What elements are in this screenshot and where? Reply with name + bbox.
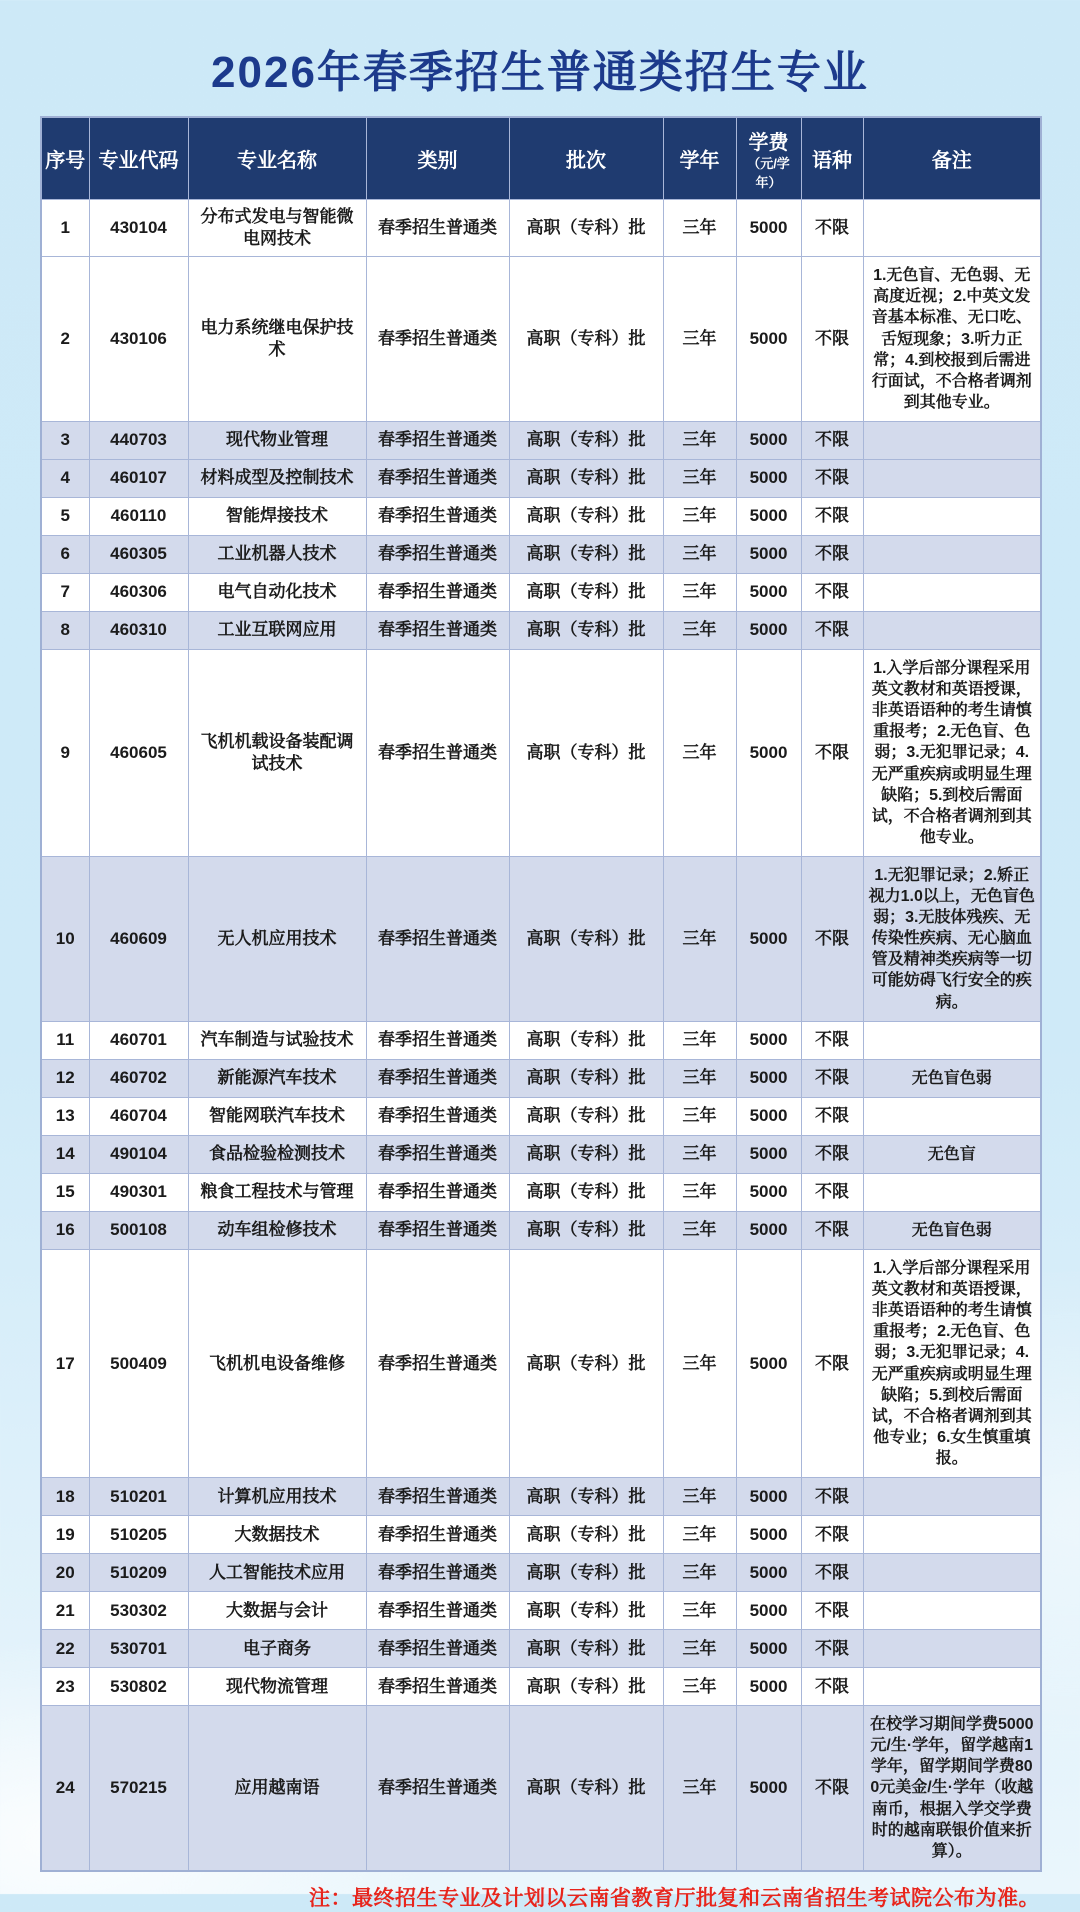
cell-remark (863, 535, 1041, 573)
cell-language: 不限 (801, 459, 863, 497)
cell-tuition: 5000 (736, 1250, 801, 1478)
cell-category: 春季招生普通类 (366, 200, 509, 257)
cell-no: 13 (41, 1097, 89, 1135)
cell-major-name: 电子商务 (188, 1630, 366, 1668)
cell-major-name: 智能焊接技术 (188, 497, 366, 535)
cell-major-name: 食品检验检测技术 (188, 1135, 366, 1173)
cell-category: 春季招生普通类 (366, 535, 509, 573)
cell-batch: 高职（专科）批 (509, 1021, 663, 1059)
cell-years: 三年 (663, 856, 736, 1021)
cell-no: 17 (41, 1250, 89, 1478)
cell-category: 春季招生普通类 (366, 573, 509, 611)
cell-language: 不限 (801, 1059, 863, 1097)
cell-category: 春季招生普通类 (366, 421, 509, 459)
cell-major-code: 510205 (89, 1516, 188, 1554)
table-body (41, 200, 1041, 1871)
cell-language: 不限 (801, 1135, 863, 1173)
cell-category: 春季招生普通类 (366, 1706, 509, 1871)
cell-major-name: 智能网联汽车技术 (188, 1097, 366, 1135)
cell-remark (863, 1592, 1041, 1630)
table-row (41, 200, 1041, 257)
cell-batch: 高职（专科）批 (509, 1173, 663, 1211)
table-row (41, 649, 1041, 856)
cell-tuition: 5000 (736, 611, 801, 649)
admissions-table (40, 116, 1042, 1872)
table-row (41, 1059, 1041, 1097)
page-title: 2026年春季招生普通类招生专业 (211, 48, 869, 97)
cell-category: 春季招生普通类 (366, 649, 509, 856)
cell-no: 6 (41, 535, 89, 573)
cell-language: 不限 (801, 856, 863, 1021)
cell-years: 三年 (663, 1059, 736, 1097)
cell-tuition: 5000 (736, 1059, 801, 1097)
cell-years: 三年 (663, 649, 736, 856)
table-row (41, 535, 1041, 573)
cell-no: 15 (41, 1173, 89, 1211)
table-row (41, 421, 1041, 459)
header-cell-years: 学年 (663, 117, 736, 200)
cell-major-code: 460110 (89, 497, 188, 535)
cell-years: 三年 (663, 1173, 736, 1211)
cell-tuition: 5000 (736, 649, 801, 856)
header-cell-category: 类别 (366, 117, 509, 200)
cell-category: 春季招生普通类 (366, 1478, 509, 1516)
header-cell-remark: 备注 (863, 117, 1041, 200)
cell-category: 春季招生普通类 (366, 1516, 509, 1554)
cell-batch: 高职（专科）批 (509, 573, 663, 611)
cell-years: 三年 (663, 1478, 736, 1516)
cell-years: 三年 (663, 257, 736, 422)
cell-remark: 1.入学后部分课程采用英文教材和英语授课，非英语语种的考生请慎重报考；2.无色盲、色弱；3.无犯罪记录；4.无严重疾病或明显生理缺陷；5.到校后需面试，不合格者调剂到其他专业；6.女生慎重填报。 (863, 1250, 1041, 1478)
cell-category: 春季招生普通类 (366, 1668, 509, 1706)
table-row (41, 1668, 1041, 1706)
cell-major-code: 490104 (89, 1135, 188, 1173)
cell-tuition: 5000 (736, 1630, 801, 1668)
table-row (41, 1097, 1041, 1135)
table-row (41, 1592, 1041, 1630)
table-row (41, 1516, 1041, 1554)
cell-tuition: 5000 (736, 1135, 801, 1173)
cell-batch: 高职（专科）批 (509, 1516, 663, 1554)
cell-batch: 高职（专科）批 (509, 200, 663, 257)
cell-tuition: 5000 (736, 1516, 801, 1554)
cell-years: 三年 (663, 1211, 736, 1249)
cell-major-code: 500108 (89, 1211, 188, 1249)
cell-remark (863, 1554, 1041, 1592)
cell-remark: 无色盲 (863, 1135, 1041, 1173)
cell-major-code: 460701 (89, 1021, 188, 1059)
cell-batch: 高职（专科）批 (509, 497, 663, 535)
table-row (41, 257, 1041, 422)
cell-category: 春季招生普通类 (366, 1250, 509, 1478)
cell-language: 不限 (801, 1211, 863, 1249)
cell-tuition: 5000 (736, 1097, 801, 1135)
cell-no: 5 (41, 497, 89, 535)
cell-years: 三年 (663, 200, 736, 257)
cell-tuition: 5000 (736, 257, 801, 422)
cell-years: 三年 (663, 497, 736, 535)
cell-remark (863, 1516, 1041, 1554)
cell-remark: 无色盲色弱 (863, 1059, 1041, 1097)
cell-tuition: 5000 (736, 1554, 801, 1592)
cell-remark (863, 497, 1041, 535)
cell-major-code: 460107 (89, 459, 188, 497)
cell-batch: 高职（专科）批 (509, 1706, 663, 1871)
table-row (41, 1250, 1041, 1478)
table-row (41, 573, 1041, 611)
cell-major-code: 430104 (89, 200, 188, 257)
cell-no: 20 (41, 1554, 89, 1592)
cell-tuition: 5000 (736, 1706, 801, 1871)
cell-years: 三年 (663, 573, 736, 611)
cell-major-name: 动车组检修技术 (188, 1211, 366, 1249)
cell-tuition: 5000 (736, 1211, 801, 1249)
cell-years: 三年 (663, 459, 736, 497)
cell-remark: 无色盲色弱 (863, 1211, 1041, 1249)
cell-no: 4 (41, 459, 89, 497)
cell-major-name: 粮食工程技术与管理 (188, 1173, 366, 1211)
cell-no: 2 (41, 257, 89, 422)
cell-major-code: 530802 (89, 1668, 188, 1706)
cell-major-name: 工业机器人技术 (188, 535, 366, 573)
cell-no: 18 (41, 1478, 89, 1516)
cell-remark (863, 1630, 1041, 1668)
cell-batch: 高职（专科）批 (509, 649, 663, 856)
cell-remark (863, 1097, 1041, 1135)
cell-no: 23 (41, 1668, 89, 1706)
cell-category: 春季招生普通类 (366, 1173, 509, 1211)
cell-language: 不限 (801, 1516, 863, 1554)
cell-category: 春季招生普通类 (366, 257, 509, 422)
cell-language: 不限 (801, 611, 863, 649)
cell-remark: 1.无犯罪记录；2.矫正视力1.0以上，无色盲色弱；3.无肢体残疾、无传染性疾病、无心脑血管及精神类疾病等一切可能妨碍飞行安全的疾病。 (863, 856, 1041, 1021)
cell-years: 三年 (663, 1706, 736, 1871)
cell-category: 春季招生普通类 (366, 1021, 509, 1059)
cell-remark: 1.无色盲、无色弱、无高度近视；2.中英文发音基本标准、无口吃、舌短现象；3.听力正常；4.到校报到后需进行面试，不合格者调剂到其他专业。 (863, 257, 1041, 422)
header-cell-code: 专业代码 (89, 117, 188, 200)
cell-major-code: 510201 (89, 1478, 188, 1516)
cell-tuition: 5000 (736, 856, 801, 1021)
cell-major-name: 分布式发电与智能微电网技术 (188, 200, 366, 257)
cell-no: 7 (41, 573, 89, 611)
cell-batch: 高职（专科）批 (509, 257, 663, 422)
cell-category: 春季招生普通类 (366, 1592, 509, 1630)
cell-language: 不限 (801, 1021, 863, 1059)
cell-years: 三年 (663, 1135, 736, 1173)
cell-major-name: 现代物业管理 (188, 421, 366, 459)
cell-tuition: 5000 (736, 535, 801, 573)
cell-major-code: 430106 (89, 257, 188, 422)
cell-remark (863, 1021, 1041, 1059)
cell-no: 11 (41, 1021, 89, 1059)
cell-language: 不限 (801, 421, 863, 459)
cell-tuition: 5000 (736, 573, 801, 611)
table-row (41, 611, 1041, 649)
cell-major-name: 电气自动化技术 (188, 573, 366, 611)
cell-language: 不限 (801, 535, 863, 573)
cell-language: 不限 (801, 1097, 863, 1135)
cell-years: 三年 (663, 1097, 736, 1135)
cell-major-name: 电力系统继电保护技术 (188, 257, 366, 422)
cell-category: 春季招生普通类 (366, 1097, 509, 1135)
cell-no: 21 (41, 1592, 89, 1630)
table-row (41, 1630, 1041, 1668)
cell-years: 三年 (663, 1630, 736, 1668)
cell-category: 春季招生普通类 (366, 611, 509, 649)
cell-major-code: 570215 (89, 1706, 188, 1871)
table-header-row (41, 117, 1041, 200)
cell-major-name: 计算机应用技术 (188, 1478, 366, 1516)
cell-major-code: 460306 (89, 573, 188, 611)
cell-remark: 在校学习期间学费5000元/生·学年，留学越南1学年，留学期间学费800元美金/生·学年（收越南币，根据入学交学费时的越南联银价值来折算）。 (863, 1706, 1041, 1871)
cell-years: 三年 (663, 1250, 736, 1478)
cell-no: 8 (41, 611, 89, 649)
cell-batch: 高职（专科）批 (509, 1211, 663, 1249)
cell-major-name: 无人机应用技术 (188, 856, 366, 1021)
cell-years: 三年 (663, 1021, 736, 1059)
cell-years: 三年 (663, 1516, 736, 1554)
table-row (41, 1706, 1041, 1871)
cell-major-name: 人工智能技术应用 (188, 1554, 366, 1592)
header-cell-name: 专业名称 (188, 117, 366, 200)
cell-major-name: 工业互联网应用 (188, 611, 366, 649)
header-cell-language: 语种 (801, 117, 863, 200)
cell-major-code: 460310 (89, 611, 188, 649)
cell-years: 三年 (663, 1554, 736, 1592)
cell-batch: 高职（专科）批 (509, 1478, 663, 1516)
footer-note: 注：最终招生专业及计划以云南省教育厅批复和云南省招生考试院公布为准。 (309, 1886, 1040, 1910)
cell-remark: 1.入学后部分课程采用英文教材和英语授课，非英语语种的考生请慎重报考；2.无色盲、色弱；3.无犯罪记录；4.无严重疾病或明显生理缺陷；5.到校后需面试，不合格者调剂到其他专业。 (863, 649, 1041, 856)
cell-major-code: 530302 (89, 1592, 188, 1630)
table-row (41, 1211, 1041, 1249)
header-cell-tuition (736, 117, 801, 200)
cell-no: 16 (41, 1211, 89, 1249)
cell-language: 不限 (801, 1706, 863, 1871)
cell-language: 不限 (801, 200, 863, 257)
cell-no: 19 (41, 1516, 89, 1554)
cell-remark (863, 200, 1041, 257)
cell-batch: 高职（专科）批 (509, 1554, 663, 1592)
cell-major-name: 大数据与会计 (188, 1592, 366, 1630)
cell-category: 春季招生普通类 (366, 1211, 509, 1249)
cell-no: 10 (41, 856, 89, 1021)
cell-tuition: 5000 (736, 1173, 801, 1211)
cell-no: 1 (41, 200, 89, 257)
table-row (41, 856, 1041, 1021)
cell-batch: 高职（专科）批 (509, 459, 663, 497)
cell-major-code: 460704 (89, 1097, 188, 1135)
header-cell-no: 序号 (41, 117, 89, 200)
cell-language: 不限 (801, 1173, 863, 1211)
cell-major-name: 大数据技术 (188, 1516, 366, 1554)
cell-no: 12 (41, 1059, 89, 1097)
table-row (41, 1554, 1041, 1592)
cell-remark (863, 459, 1041, 497)
cell-language: 不限 (801, 1592, 863, 1630)
cell-major-name: 应用越南语 (188, 1706, 366, 1871)
cell-major-name: 新能源汽车技术 (188, 1059, 366, 1097)
admissions-table-container (40, 116, 1040, 1872)
table-row (41, 459, 1041, 497)
cell-remark (863, 611, 1041, 649)
cell-years: 三年 (663, 1668, 736, 1706)
cell-category: 春季招生普通类 (366, 1630, 509, 1668)
cell-category: 春季招生普通类 (366, 1135, 509, 1173)
cell-category: 春季招生普通类 (366, 1554, 509, 1592)
cell-no: 22 (41, 1630, 89, 1668)
cell-no: 14 (41, 1135, 89, 1173)
cell-batch: 高职（专科）批 (509, 856, 663, 1021)
cell-major-code: 460702 (89, 1059, 188, 1097)
cell-remark (863, 1668, 1041, 1706)
cell-language: 不限 (801, 573, 863, 611)
cell-language: 不限 (801, 649, 863, 856)
cell-tuition: 5000 (736, 497, 801, 535)
cell-major-code: 500409 (89, 1250, 188, 1478)
cell-remark (863, 421, 1041, 459)
cell-batch: 高职（专科）批 (509, 1592, 663, 1630)
cell-major-name: 飞机机电设备维修 (188, 1250, 366, 1478)
cell-batch: 高职（专科）批 (509, 1135, 663, 1173)
cell-major-name: 汽车制造与试验技术 (188, 1021, 366, 1059)
table-row (41, 1021, 1041, 1059)
cell-major-name: 材料成型及控制技术 (188, 459, 366, 497)
tuition-header-main: 学费 (748, 132, 789, 154)
cell-no: 3 (41, 421, 89, 459)
cell-major-name: 飞机机载设备装配调试技术 (188, 649, 366, 856)
table-row (41, 1478, 1041, 1516)
cell-batch: 高职（专科）批 (509, 1668, 663, 1706)
cell-batch: 高职（专科）批 (509, 421, 663, 459)
cell-category: 春季招生普通类 (366, 856, 509, 1021)
cell-tuition: 5000 (736, 200, 801, 257)
cell-years: 三年 (663, 535, 736, 573)
cell-language: 不限 (801, 497, 863, 535)
cell-batch: 高职（专科）批 (509, 535, 663, 573)
cell-language: 不限 (801, 1478, 863, 1516)
cell-remark (863, 1173, 1041, 1211)
cell-category: 春季招生普通类 (366, 1059, 509, 1097)
cell-major-code: 530701 (89, 1630, 188, 1668)
cell-no: 9 (41, 649, 89, 856)
header-cell-batch: 批次 (509, 117, 663, 200)
cell-tuition: 5000 (736, 1668, 801, 1706)
cell-remark (863, 573, 1041, 611)
cell-major-code: 460605 (89, 649, 188, 856)
cell-batch: 高职（专科）批 (509, 1250, 663, 1478)
cell-years: 三年 (663, 421, 736, 459)
cell-language: 不限 (801, 1250, 863, 1478)
tuition-header-unit: （元/学年） (747, 156, 790, 190)
cell-language: 不限 (801, 257, 863, 422)
cell-major-code: 440703 (89, 421, 188, 459)
cell-tuition: 5000 (736, 1021, 801, 1059)
table-row (41, 1173, 1041, 1211)
cell-tuition: 5000 (736, 1478, 801, 1516)
cell-no: 24 (41, 1706, 89, 1871)
cell-major-name: 现代物流管理 (188, 1668, 366, 1706)
cell-batch: 高职（专科）批 (509, 611, 663, 649)
cell-major-code: 460305 (89, 535, 188, 573)
cell-language: 不限 (801, 1554, 863, 1592)
cell-batch: 高职（专科）批 (509, 1630, 663, 1668)
cell-batch: 高职（专科）批 (509, 1097, 663, 1135)
cell-batch: 高职（专科）批 (509, 1059, 663, 1097)
table-row (41, 497, 1041, 535)
cell-major-code: 510209 (89, 1554, 188, 1592)
cell-tuition: 5000 (736, 1592, 801, 1630)
cell-category: 春季招生普通类 (366, 459, 509, 497)
cell-language: 不限 (801, 1668, 863, 1706)
cell-years: 三年 (663, 1592, 736, 1630)
cell-major-code: 460609 (89, 856, 188, 1021)
cell-tuition: 5000 (736, 459, 801, 497)
cell-years: 三年 (663, 611, 736, 649)
cell-category: 春季招生普通类 (366, 497, 509, 535)
cell-tuition: 5000 (736, 421, 801, 459)
cell-language: 不限 (801, 1630, 863, 1668)
cell-remark (863, 1478, 1041, 1516)
cell-major-code: 490301 (89, 1173, 188, 1211)
table-row (41, 1135, 1041, 1173)
